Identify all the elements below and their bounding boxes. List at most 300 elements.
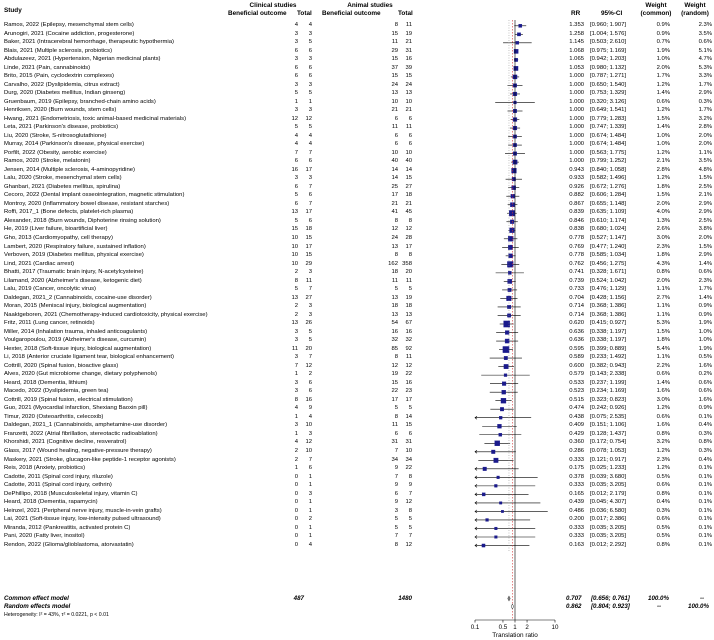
weight-random: 0.1% xyxy=(698,507,712,514)
clinical-total: 1 xyxy=(308,524,312,531)
animal-beneficial: 11 xyxy=(391,277,398,284)
weight-random: 2.0% xyxy=(698,235,712,241)
study-name: Maskery, 2021 (Stroke, glucagon-like peptide-1 receptor agonists) xyxy=(4,456,176,463)
animal-beneficial: 8 xyxy=(394,217,398,224)
clinical-total: 9 xyxy=(308,405,312,412)
clinical-total: 3 xyxy=(308,30,312,37)
study-box xyxy=(497,476,500,479)
clinical-total: 17 xyxy=(305,243,312,250)
ci-value: [0.039; 3.680] xyxy=(590,473,627,480)
weight-random: 1.9% xyxy=(698,345,712,352)
study-name: Timur, 2020 (Osteoarthritis, celecoxib) xyxy=(4,413,104,420)
animal-beneficial: 10 xyxy=(391,149,398,156)
clinical-beneficial: 6 xyxy=(294,158,298,165)
animal-beneficial: 13 xyxy=(391,294,398,301)
weight-common: 1.2% xyxy=(656,405,670,412)
study-name: Voulgaropoulou, 2019 (Alzheimer's disease, curcumin) xyxy=(4,337,147,344)
weight-common: 4.3% xyxy=(656,260,670,267)
animal-beneficial: 6 xyxy=(394,490,398,497)
clinical-beneficial: 6 xyxy=(294,47,298,54)
clinical-beneficial: 5 xyxy=(294,192,298,199)
rr-value: 0.733 xyxy=(569,286,584,293)
weight-random: 3.5% xyxy=(698,158,712,165)
study-name: Brito, 2015 (Pain, cyclodextrin complexes) xyxy=(4,73,115,80)
animal-beneficial: 5 xyxy=(394,524,398,531)
weight-common: 0.8% xyxy=(656,269,670,276)
rr-value: 0.378 xyxy=(569,473,584,480)
animal-total: 28 xyxy=(405,235,412,241)
study-name: Cadotte, 2011 (Spinal cord injury, cethrin) xyxy=(4,482,112,489)
animal-total: 31 xyxy=(405,439,412,446)
weight-random: 0.6% xyxy=(698,388,712,395)
animal-total: 5 xyxy=(408,524,412,531)
rr-value: 0.163 xyxy=(569,541,584,548)
animal-total: 16 xyxy=(405,379,412,386)
weight-random: 2.0% xyxy=(698,132,712,139)
ci-value: [0.980; 1.132] xyxy=(590,64,627,71)
clinical-total: 3 xyxy=(308,269,312,276)
animal-beneficial: 8 xyxy=(394,413,398,420)
animal-total: 27 xyxy=(405,183,412,190)
ci-value: [0.585; 1.034] xyxy=(590,252,627,259)
common-model-weight-random: -- xyxy=(700,595,705,602)
study-name: Abdulazeez, 2021 (Hypertension, Nigerian medicinal plants) xyxy=(4,56,161,63)
study-name: Heinzel, 2021 (Peripheral nerve injury, muscle-in-vein grafts) xyxy=(4,507,162,514)
weight-random: 2.0% xyxy=(698,141,712,148)
animal-beneficial: 7 xyxy=(394,473,398,480)
weight-random: 2.1% xyxy=(698,192,712,199)
clinical-beneficial: 4 xyxy=(294,141,298,148)
weight-random: 1.7% xyxy=(698,286,712,293)
study-box xyxy=(495,441,500,446)
animal-total: 19 xyxy=(405,30,412,37)
common-effect-diamond xyxy=(508,596,511,601)
rr-value: 1.000 xyxy=(569,73,584,80)
clinical-beneficial: 10 xyxy=(291,260,298,267)
ci-value: [1.004; 1.576] xyxy=(590,30,627,37)
study-box xyxy=(502,390,506,394)
animal-beneficial: 14 xyxy=(391,175,398,182)
clinical-total: 3 xyxy=(308,107,312,114)
animal-beneficial: 9 xyxy=(394,482,398,489)
study-name: Lilamand, 2020 (Alzheimer's disease, ketogenic diet) xyxy=(4,277,142,284)
weight-common: 2.2% xyxy=(656,362,670,369)
study-box xyxy=(491,450,495,454)
animal-beneficial: 85 xyxy=(391,345,398,352)
study-name: Franzetti, 2022 (Atrial fibrillation, stereotactic radioablation) xyxy=(4,430,158,437)
ci-value: [0.234; 1.169] xyxy=(590,388,627,395)
ci-value: [0.368; 1.386] xyxy=(590,311,627,318)
x-axis-label: Translation ratio xyxy=(492,632,538,639)
clinical-total: 5 xyxy=(308,39,312,46)
animal-beneficial: 37 xyxy=(391,64,398,71)
clinical-beneficial: 2 xyxy=(294,303,298,310)
clinical-total: 2 xyxy=(308,371,312,378)
clinical-beneficial: 2 xyxy=(294,311,298,318)
study-name: Cadotte, 2011 (Spinal cord injury, riluzole) xyxy=(4,473,113,480)
rr-value: 0.846 xyxy=(569,217,584,224)
weight-random: 3.3% xyxy=(698,73,712,80)
weight-random: 1.5% xyxy=(698,243,712,250)
weight-common: 1.0% xyxy=(656,141,670,148)
study-name: Daldegan, 2021_2 (Cannabinoids, cocaine-use disorder) xyxy=(4,294,152,301)
weight-common: 1.1% xyxy=(656,286,670,293)
study-box xyxy=(519,24,522,27)
ci-value: [0.415; 0.927] xyxy=(590,320,627,327)
clinical-total: 2 xyxy=(308,516,312,523)
animal-total: 11 xyxy=(405,354,412,361)
animal-total: 31 xyxy=(405,47,412,54)
clinical-beneficial: 2 xyxy=(294,448,298,454)
weight-common: 1.2% xyxy=(656,81,670,88)
weight-random: 0.8% xyxy=(698,439,712,446)
rr-value: 0.882 xyxy=(569,192,584,199)
clinical-beneficial: 1 xyxy=(294,98,298,105)
ci-value: [0.477; 1.240] xyxy=(590,243,627,250)
animal-total: 20 xyxy=(405,269,412,276)
animal-total: 12 xyxy=(405,362,412,369)
weight-random: 1.6% xyxy=(698,362,712,369)
weight-random: 3.8% xyxy=(698,226,712,233)
weight-common: 0.8% xyxy=(656,430,670,437)
weight-common: 5.3% xyxy=(656,320,670,327)
weight-common: 1.2% xyxy=(656,465,670,472)
header-ci: 95%-CI xyxy=(601,10,623,17)
animal-total: 14 xyxy=(405,413,412,420)
study-name: Lai, 2021 (Soft-tissue injury, low-intensity pulsed ultrasound) xyxy=(4,516,161,523)
animal-total: 39 xyxy=(405,64,412,71)
animal-beneficial: 24 xyxy=(391,235,398,241)
study-name: Gho, 2013 (Cardiomyopathy, cell therapy) xyxy=(4,235,113,241)
ci-value: [0.672; 1.276] xyxy=(590,183,627,190)
weight-common: 3.2% xyxy=(656,439,670,446)
clinical-total: 6 xyxy=(308,64,312,71)
rr-value: 1.000 xyxy=(569,98,584,105)
clinical-beneficial: 0 xyxy=(294,507,298,514)
study-box xyxy=(495,527,498,530)
weight-random: 2.9% xyxy=(698,209,712,216)
animal-beneficial: 5 xyxy=(394,405,398,412)
study-name: Heard, 2018 (Dementia, lithium) xyxy=(4,379,88,386)
clinical-total: 1 xyxy=(308,482,312,489)
weight-common: 0.9% xyxy=(656,22,670,28)
clinical-beneficial: 5 xyxy=(294,286,298,293)
weight-random: 1.4% xyxy=(698,294,712,301)
animal-beneficial: 15 xyxy=(391,73,398,80)
animal-beneficial: 13 xyxy=(391,90,398,97)
weight-common: 1.8% xyxy=(656,337,670,344)
ci-value: [0.172; 0.754] xyxy=(590,439,627,446)
weight-common: 1.8% xyxy=(656,252,670,259)
weight-random: 0.1% xyxy=(698,413,712,420)
study-box xyxy=(505,331,509,335)
ci-value: [0.151; 1.106] xyxy=(590,422,627,429)
clinical-beneficial: 13 xyxy=(291,294,298,301)
rr-value: 0.409 xyxy=(569,422,584,429)
animal-beneficial: 6 xyxy=(394,132,398,139)
weight-common: 2.1% xyxy=(656,158,670,165)
rr-value: 0.438 xyxy=(569,413,584,420)
rr-value: 0.360 xyxy=(569,439,584,446)
weight-random: 1.0% xyxy=(698,337,712,344)
clinical-beneficial: 0 xyxy=(294,533,298,540)
clinical-total: 10 xyxy=(305,422,312,429)
study-name: Montroy, 2020 (Inflammatory bowel disease, resistant starches) xyxy=(4,200,170,207)
rr-value: 0.486 xyxy=(569,507,584,514)
heterogeneity-text: Heterogeneity: I² = 43%, τ² = 0.0221, p < 0.01 xyxy=(4,612,109,618)
clinical-beneficial: 3 xyxy=(294,337,298,344)
header-rr: RR xyxy=(571,10,581,17)
study-box xyxy=(482,544,485,547)
clinical-total: 5 xyxy=(308,90,312,97)
weight-common: 2.8% xyxy=(656,166,670,173)
study-box xyxy=(508,288,512,292)
clinical-total: 3 xyxy=(308,430,312,437)
animal-total: 6 xyxy=(408,141,412,148)
weight-random: 0.9% xyxy=(698,405,712,412)
clinical-beneficial: 12 xyxy=(291,115,298,122)
study-box xyxy=(499,416,502,419)
study-box xyxy=(500,407,504,411)
ci-value: [0.680; 1.024] xyxy=(590,226,627,233)
weight-common: 0.5% xyxy=(656,524,670,531)
animal-total: 67 xyxy=(405,320,412,327)
ci-value: [0.582; 1.496] xyxy=(590,175,627,182)
weight-common: 0.8% xyxy=(656,541,670,548)
clinical-beneficial: 4 xyxy=(294,132,298,139)
weight-random: 1.5% xyxy=(698,175,712,182)
ci-value: [0.121; 0.917] xyxy=(590,456,627,463)
weight-random: 0.9% xyxy=(698,311,712,318)
animal-total: 15 xyxy=(405,73,412,80)
weight-common: 2.7% xyxy=(656,294,670,301)
study-name: Miranda, 2012 (Pankreatitis, activated protein C) xyxy=(4,524,131,531)
animal-beneficial: 15 xyxy=(391,56,398,63)
rr-value: 0.704 xyxy=(569,294,584,301)
clinical-total: 4 xyxy=(308,141,312,148)
study-name: Bhatti, 2017 (Traumatic brain injury, N-acetylcysteine) xyxy=(4,269,144,276)
common-model-ci: [0.656; 0.761] xyxy=(591,595,630,602)
study-name: Miller, 2014 (Inhalation trauma, inhaled anticoagulants) xyxy=(4,328,148,335)
clinical-beneficial: 3 xyxy=(294,81,298,88)
weight-common: 0.8% xyxy=(656,490,670,497)
ci-value: [0.787; 1.271] xyxy=(590,73,627,80)
rr-value: 0.926 xyxy=(569,183,584,190)
study-box xyxy=(503,346,509,352)
clinical-total: 6 xyxy=(308,158,312,165)
ci-value: [0.779; 1.283] xyxy=(590,115,627,122)
clinical-total: 4 xyxy=(308,413,312,420)
header-animal-total: Total xyxy=(398,10,413,17)
clinical-total: 12 xyxy=(305,439,312,446)
clinical-total: 6 xyxy=(308,217,312,224)
weight-random: 2.5% xyxy=(698,183,712,190)
weight-common: 1.0% xyxy=(656,132,670,139)
animal-beneficial: 16 xyxy=(391,328,398,335)
animal-beneficial: 21 xyxy=(391,107,398,114)
study-box xyxy=(501,398,506,403)
animal-beneficial: 13 xyxy=(391,311,398,318)
rr-value: 0.333 xyxy=(569,533,584,540)
clinical-beneficial: 4 xyxy=(294,405,298,412)
clinical-total: 1 xyxy=(308,499,312,506)
rr-value: 0.333 xyxy=(569,482,584,489)
animal-total: 11 xyxy=(405,277,412,284)
animal-total: 14 xyxy=(405,166,412,173)
weight-common: 1.6% xyxy=(656,388,670,395)
random-model-rr: 0.862 xyxy=(566,603,582,610)
weight-random: 3.5% xyxy=(698,30,712,37)
study-box xyxy=(499,433,502,436)
animal-total: 8 xyxy=(408,507,412,514)
study-name: Liu, 2020 (Stroke, S-nitrosoglutathione) xyxy=(4,132,107,139)
animal-beneficial: 6 xyxy=(394,430,398,437)
ci-value: [0.476; 1.129] xyxy=(590,286,627,293)
study-name: Naaktgeboren, 2021 (Chemotherapy-induced cardiotoxicity, physical exercise) xyxy=(4,311,208,318)
study-name: Arunogiri, 2021 (Cocaine addiction, progesterone) xyxy=(4,30,135,37)
clinical-total: 15 xyxy=(305,252,312,259)
clinical-total: 7 xyxy=(308,354,312,361)
study-name: Hexter, 2018 (Soft-tissue injury, biological augmentation) xyxy=(4,345,152,352)
animal-total: 21 xyxy=(405,200,412,207)
rr-value: 0.838 xyxy=(569,226,584,233)
animal-total: 19 xyxy=(405,294,412,301)
ci-value: [0.635; 1.109] xyxy=(590,209,627,216)
rr-value: 1.000 xyxy=(569,158,584,165)
rr-value: 0.714 xyxy=(569,303,584,310)
animal-beneficial: 11 xyxy=(391,422,398,429)
study-name: Lalu, 2019 (Cancer, oncolytic virus) xyxy=(4,286,97,293)
study-name: Pani, 2020 (Fatty liver, inositol) xyxy=(4,533,85,540)
weight-random: 0.1% xyxy=(698,465,712,472)
study-name: Rendon, 2022 (Glioma/glioblastoma, atorvastatin) xyxy=(4,541,134,548)
weight-common: 0.6% xyxy=(656,371,670,378)
animal-beneficial: 10 xyxy=(391,98,398,105)
clinical-beneficial: 1 xyxy=(294,371,298,378)
animal-total: 5 xyxy=(408,405,412,412)
clinical-total: 6 xyxy=(308,47,312,54)
rr-value: 0.200 xyxy=(569,516,584,523)
study-name: Moran, 2015 (Meniscal injury, biological augmentation) xyxy=(4,303,147,310)
weight-common: 0.4% xyxy=(656,499,670,506)
weight-common: 1.5% xyxy=(656,328,670,335)
clinical-beneficial: 5 xyxy=(294,124,298,131)
clinical-beneficial: 0 xyxy=(294,516,298,523)
animal-total: 8 xyxy=(408,473,412,480)
rr-value: 0.839 xyxy=(569,209,584,216)
clinical-beneficial: 0 xyxy=(294,473,298,480)
header-clinical-beneficial: Beneficial outcome xyxy=(228,10,287,17)
ci-value: [0.524; 1.042] xyxy=(590,277,627,284)
clinical-total: 1 xyxy=(308,473,312,480)
weight-common: 1.5% xyxy=(656,115,670,122)
ci-value: [0.840; 1.058] xyxy=(590,166,627,173)
study-box xyxy=(516,41,519,44)
common-model-rr: 0.707 xyxy=(566,595,582,602)
weight-random: 3.2% xyxy=(698,115,712,122)
weight-random: 2.5% xyxy=(698,217,712,224)
animal-beneficial: 19 xyxy=(391,371,398,378)
study-name: Fritz, 2011 (Lung cancer, retinoids) xyxy=(4,320,95,327)
ci-value: [0.242; 0.926] xyxy=(590,405,627,412)
rr-value: 1.000 xyxy=(569,81,584,88)
weight-random: 0.6% xyxy=(698,379,712,386)
study-box xyxy=(510,228,515,233)
clinical-beneficial: 10 xyxy=(291,252,298,259)
weight-random: 0.4% xyxy=(698,456,712,463)
clinical-total: 26 xyxy=(305,320,312,327)
study-name: Leta, 2021 (Parkinson's disease, probiotics) xyxy=(4,124,119,131)
rr-value: 1.068 xyxy=(569,47,584,54)
weight-random: 4.8% xyxy=(698,166,712,173)
rr-value: 0.439 xyxy=(569,499,584,506)
clinical-beneficial: 2 xyxy=(294,269,298,276)
weight-random: 0.6% xyxy=(698,39,712,46)
clinical-beneficial: 10 xyxy=(291,243,298,250)
animal-total: 13 xyxy=(405,90,412,97)
animal-beneficial: 40 xyxy=(391,158,398,165)
ci-value: [0.606; 1.284] xyxy=(590,192,627,199)
weight-common: 1.5% xyxy=(656,192,670,199)
clinical-beneficial: 10 xyxy=(291,235,298,241)
clinical-beneficial: 16 xyxy=(291,166,298,173)
study-name: Glass, 2017 (Wound healing, negative-pressure therapy) xyxy=(4,448,152,454)
rr-value: 0.595 xyxy=(569,345,584,352)
weight-random: 0.6% xyxy=(698,269,712,276)
study-name: Verboven, 2019 (Diabetes mellitus, physical exercise) xyxy=(4,252,144,259)
weight-random: 5.1% xyxy=(698,47,712,54)
clinical-beneficial: 3 xyxy=(294,107,298,114)
weight-random: 0.1% xyxy=(698,541,712,548)
animal-total: 8 xyxy=(408,217,412,224)
animal-beneficial: 11 xyxy=(391,39,398,46)
clinical-total: 10 xyxy=(305,448,312,454)
clinical-beneficial: 0 xyxy=(294,524,298,531)
clinical-beneficial: 3 xyxy=(294,354,298,361)
weight-random: 2.9% xyxy=(698,200,712,207)
clinical-beneficial: 1 xyxy=(294,413,298,420)
clinical-total: 6 xyxy=(308,465,312,472)
clinical-total: 1 xyxy=(308,507,312,514)
study-name: Guo, 2021 (Myocardial infarction, Shexiang Baoxin pill) xyxy=(4,405,148,412)
weight-common: 5.4% xyxy=(656,345,670,352)
animal-total: 13 xyxy=(405,311,412,318)
rr-value: 0.600 xyxy=(569,362,584,369)
weight-common: 0.9% xyxy=(656,30,670,37)
animal-total: 17 xyxy=(405,396,412,403)
ci-value: [0.320; 3.126] xyxy=(590,98,627,105)
rr-value: 0.474 xyxy=(569,405,584,412)
rr-value: 1.000 xyxy=(569,115,584,122)
header-weight-common-label: Weight xyxy=(645,2,667,9)
animal-total: 358 xyxy=(402,260,412,267)
animal-total: 7 xyxy=(408,490,412,497)
rr-value: 1.000 xyxy=(569,149,584,156)
clinical-beneficial: 4 xyxy=(294,22,298,28)
animal-beneficial: 7 xyxy=(394,533,398,540)
animal-total: 16 xyxy=(405,328,412,335)
clinical-total: 17 xyxy=(305,209,312,216)
animal-beneficial: 162 xyxy=(388,260,398,267)
study-name: Murray, 2014 (Parkinson's disease, physical exercise) xyxy=(4,141,145,148)
animal-beneficial: 11 xyxy=(391,124,398,131)
clinical-total: 11 xyxy=(305,277,312,284)
rr-value: 0.579 xyxy=(569,371,584,378)
study-name: Reis, 2018 (Anxiety, probiotics) xyxy=(4,465,86,472)
rr-value: 0.778 xyxy=(569,252,584,259)
common-model-clinical-total: 487 xyxy=(293,595,304,602)
weight-random: 2.9% xyxy=(698,90,712,97)
